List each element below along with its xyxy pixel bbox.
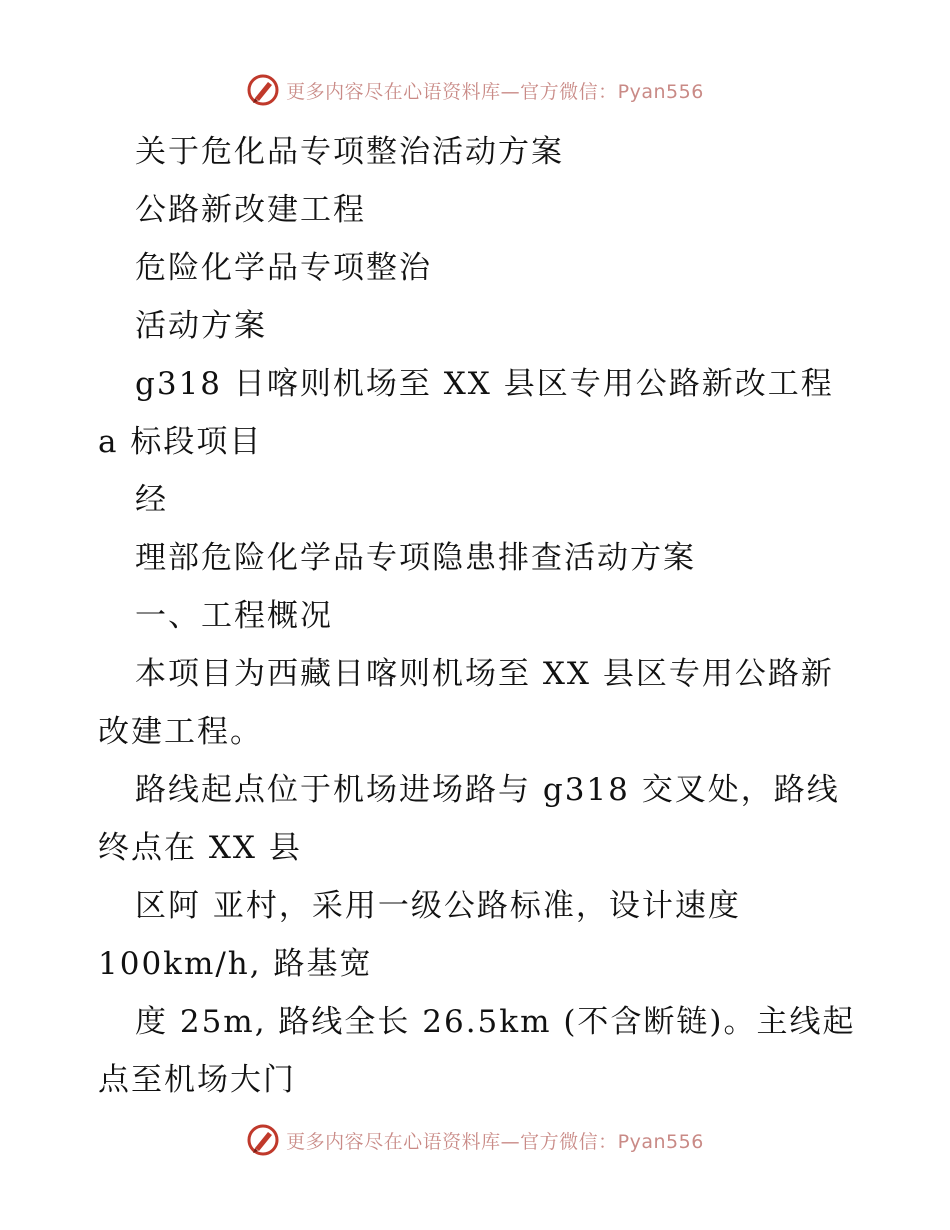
footer-watermark [0,1120,950,1160]
pen-logo-icon [246,73,280,107]
text-line: a 标段项目 [98,424,263,460]
text-line: 活动方案 [135,308,267,344]
text-line: g318 日喀则机场至 XX 县区专用公路新改工程 [135,366,834,402]
text-line: 度 25m, 路线全长 26.5km (不含断链)。主线起 [135,1004,856,1040]
text-line: 终点在 XX 县 [98,830,302,866]
text-line: 本项目为西藏日喀则机场至 XX 县区专用公路新 [135,656,834,692]
section-heading: 一、工程概况 [135,598,333,634]
text-line: 理部危险化学品专项隐患排查活动方案 [135,540,696,576]
text-line: 区阿 亚村，采用一级公路标准，设计速度 [135,888,741,924]
text-line: 公路新改建工程 [135,192,366,228]
watermark-text: 更多内容尽在心语资料库—官方微信：Pyan556 [286,1130,704,1153]
text-line: 危险化学品专项整治 [135,250,432,286]
text-line: 路线起点位于机场进场路与 g318 交叉处，路线 [135,772,840,808]
header-watermark [0,70,950,110]
pen-logo-icon [246,1123,280,1157]
text-line: 经 [135,482,168,518]
text-line: 改建工程。 [98,714,263,750]
text-line: 100km/h, 路基宽 [98,946,373,982]
watermark-text: 更多内容尽在心语资料库—官方微信：Pyan556 [286,80,704,103]
text-line: 点至机场大门 [98,1062,296,1098]
document-body [98,123,868,1109]
document-title: 关于危化品专项整治活动方案 [135,134,564,170]
